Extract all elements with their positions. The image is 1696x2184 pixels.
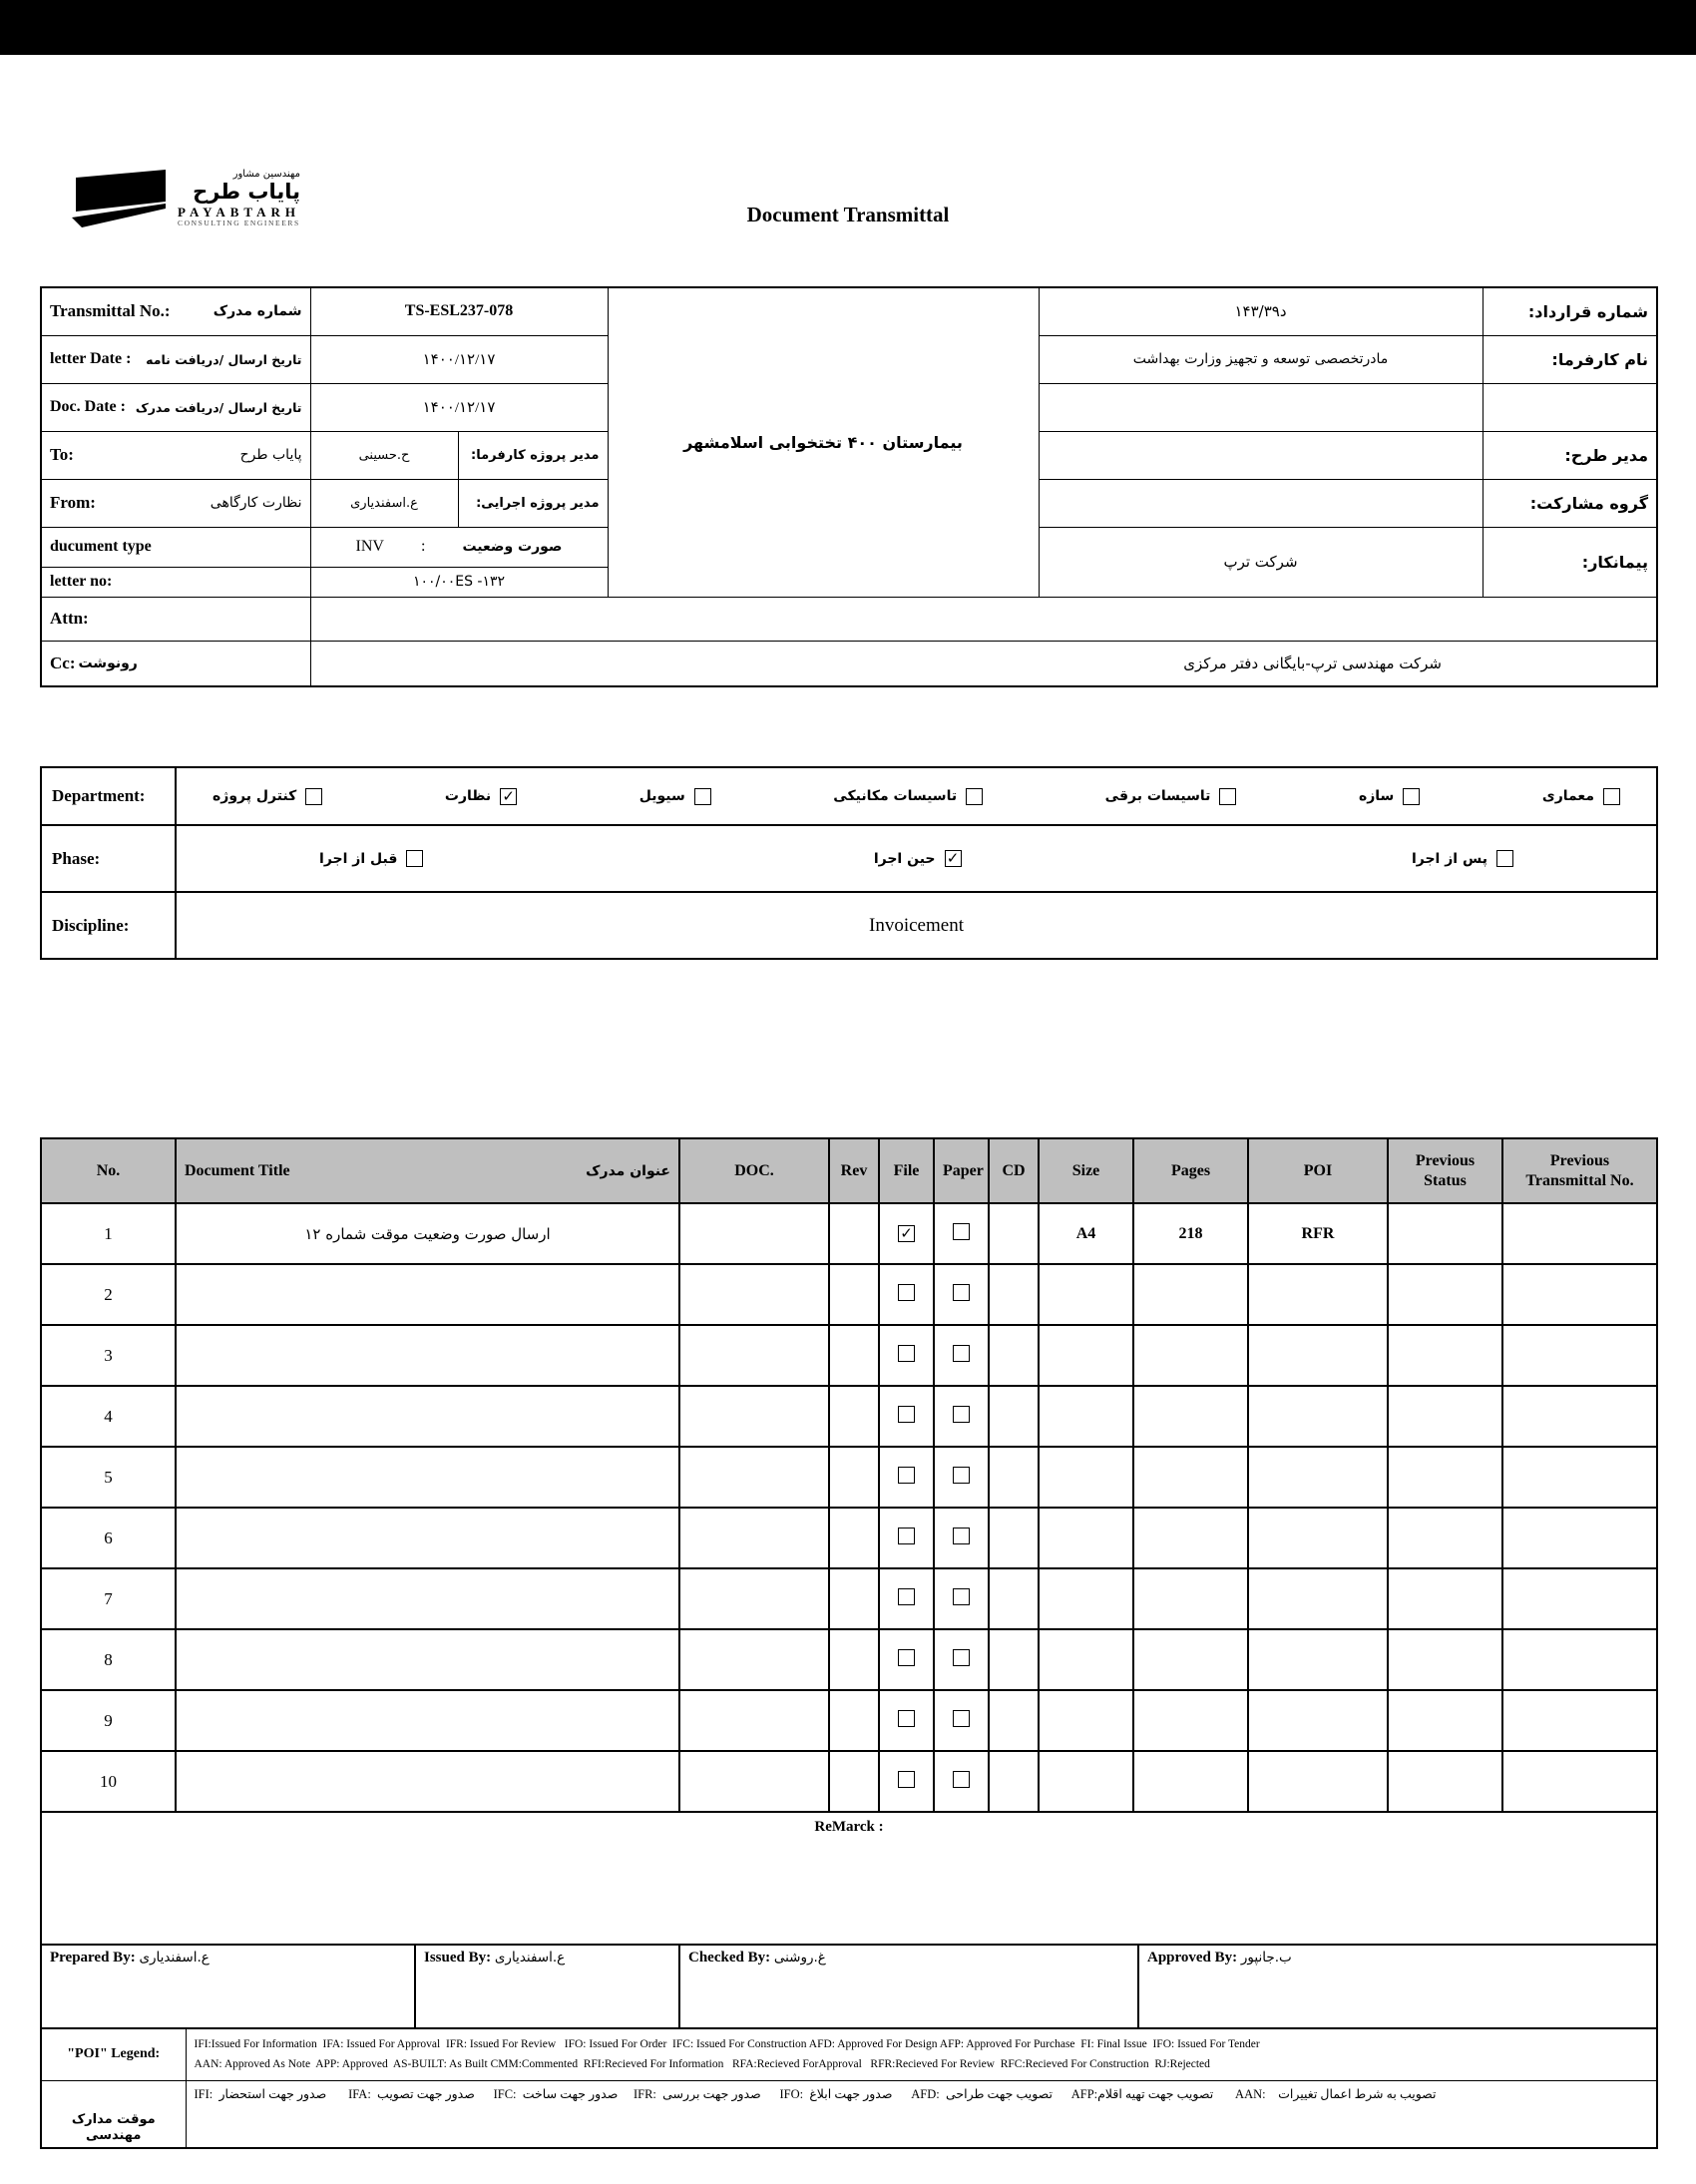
prepared-by-cell: [41, 1945, 415, 2028]
letter-date-cell: [41, 335, 310, 383]
legend-line-2: AAN: Approved As Note APP: Approved AS-BUILT: As Built CMM:Commented RFI:Recieved For Information RFA:Recieved ForApproval RFR:Recieved For Review RFC:Recieved For Construction RJ:Rejected: [194, 2058, 1210, 2071]
discipline-value-cell: [176, 892, 1657, 959]
cell-title: [176, 1690, 679, 1751]
cell-prev-transmittal: [1502, 1325, 1657, 1386]
letter-no-value: ۱۰۰/۰۰ES -۱۳۲: [310, 567, 608, 597]
cc-label-fa: رونوشت: [78, 655, 138, 671]
phase-option-label: پس از اجرا: [1411, 850, 1487, 867]
letter-date-value: ۱۴۰۰/۱۲/۱۷: [310, 335, 608, 383]
cell-title: [176, 1751, 679, 1812]
cell-size: [1039, 1508, 1133, 1568]
cell-paper: [934, 1447, 989, 1508]
phase-option[interactable]: [1412, 850, 1513, 867]
legend-table: [40, 2027, 1658, 2149]
cell-no: 1: [41, 1203, 176, 1264]
cell-prev-status: [1388, 1264, 1502, 1325]
col-prev-transmittal: Previous Transmittal No.: [1502, 1138, 1657, 1203]
letter-no-label: letter no:: [41, 567, 310, 597]
cell-prev-transmittal: [1502, 1447, 1657, 1508]
cc-label-en: Cc:: [50, 653, 76, 672]
cell-cd: [989, 1325, 1039, 1386]
cell-pages: 218: [1133, 1203, 1248, 1264]
department-option[interactable]: [1542, 788, 1620, 805]
phase-option-label: قبل از اجرا: [319, 850, 398, 867]
cell-size: [1039, 1629, 1133, 1690]
discipline-value: Invoicement: [869, 914, 964, 936]
cell-title: [176, 1568, 679, 1629]
cell-pages: [1133, 1264, 1248, 1325]
checked-by-name: غ.روشنی: [773, 1950, 826, 1966]
cell-rev: [829, 1325, 879, 1386]
file-checkbox[interactable]: [898, 1588, 915, 1605]
col-pages: Pages: [1133, 1138, 1248, 1203]
cell-doc: [679, 1508, 829, 1568]
cell-cd: [989, 1447, 1039, 1508]
file-checkbox[interactable]: [898, 1345, 915, 1362]
cell-poi: [1248, 1386, 1388, 1447]
cell-no: 5: [41, 1447, 176, 1508]
department-checkbox[interactable]: [305, 788, 322, 805]
cell-cd: [989, 1690, 1039, 1751]
cell-prev-transmittal: [1502, 1690, 1657, 1751]
cell-poi: RFR: [1248, 1203, 1388, 1264]
logo-subtitle-fa: مهندسین مشاور: [232, 169, 301, 181]
cell-no: 4: [41, 1386, 176, 1447]
cell-paper: [934, 1508, 989, 1568]
letter-date-label-en: letter Date :: [50, 350, 132, 367]
cell-rev: [829, 1203, 879, 1264]
cell-cd: [989, 1629, 1039, 1690]
empty-cell: [1039, 383, 1483, 431]
doc-date-label-en: Doc. Date :: [50, 398, 126, 415]
phase-option-label: حین اجرا: [873, 850, 936, 867]
department-option[interactable]: [1105, 788, 1237, 805]
client-label: نام کارفرما:: [1483, 335, 1657, 383]
doc-date-label-fa: تاریخ ارسال /دریافت مدرک: [135, 399, 302, 415]
department-checkbox[interactable]: [1403, 788, 1420, 805]
cell-prev-transmittal: [1502, 1508, 1657, 1568]
doc-type-label: ducument type: [41, 527, 310, 567]
classification-table: [40, 766, 1658, 960]
discipline-label: Discipline:: [41, 892, 176, 959]
cell-paper: [934, 1690, 989, 1751]
cell-poi: [1248, 1508, 1388, 1568]
cell-pages: [1133, 1751, 1248, 1812]
cell-size: [1039, 1264, 1133, 1325]
col-prev-status: Previous Status: [1388, 1138, 1502, 1203]
logo-brand-fa: پایاب طرح: [193, 179, 301, 204]
cell-file: [879, 1751, 934, 1812]
cell-file: [879, 1325, 934, 1386]
cell-paper: [934, 1264, 989, 1325]
empty-cell: [1039, 479, 1483, 527]
cell-poi: [1248, 1629, 1388, 1690]
cell-rev: [829, 1386, 879, 1447]
cell-size: [1039, 1690, 1133, 1751]
cell-prev-status: [1388, 1690, 1502, 1751]
cell-doc: [679, 1325, 829, 1386]
file-checkbox[interactable]: [898, 1528, 915, 1544]
paper-checkbox[interactable]: [953, 1528, 970, 1544]
department-option-label: تاسیسات مکانیکی: [833, 788, 958, 804]
col-title-fa: عنوان مدرک: [586, 1162, 670, 1179]
issued-by-cell: [415, 1945, 679, 2028]
cell-prev-transmittal: [1502, 1203, 1657, 1264]
doc-date-cell: [41, 383, 310, 431]
col-file: File: [879, 1138, 934, 1203]
paper-checkbox[interactable]: [953, 1345, 970, 1362]
cell-file: [879, 1568, 934, 1629]
cell-cd: [989, 1568, 1039, 1629]
col-title-en: Document Title: [185, 1161, 290, 1179]
department-option[interactable]: [1359, 788, 1420, 805]
cell-title: [176, 1325, 679, 1386]
col-cd: CD: [989, 1138, 1039, 1203]
client-pm-label: مدیر پروژه کارفرما:: [458, 431, 608, 479]
phase-option[interactable]: [319, 850, 423, 867]
file-checkbox[interactable]: [898, 1710, 915, 1727]
cell-size: [1039, 1386, 1133, 1447]
document-row: [41, 1386, 1657, 1447]
cell-size: [1039, 1447, 1133, 1508]
department-option-label: کنترل پروژه: [212, 788, 297, 804]
file-checkbox[interactable]: [898, 1649, 915, 1666]
contract-no-label: شماره قرارداد:: [1483, 287, 1657, 335]
transmittal-no-value: TS-ESL237-078: [310, 287, 608, 335]
legend-english-cell: [186, 2028, 1657, 2080]
department-options-cell: [176, 767, 1657, 825]
to-label: To:: [50, 445, 74, 464]
cell-prev-status: [1388, 1203, 1502, 1264]
contractor-value: شرکت ترپ: [1039, 527, 1483, 597]
approved-by-name: ب.جانپور: [1240, 1950, 1292, 1966]
cell-file: [879, 1508, 934, 1568]
department-option-label: سیویل: [638, 788, 685, 804]
department-label: Department:: [41, 767, 176, 825]
from-cell: [41, 479, 310, 527]
cell-prev-transmittal: [1502, 1629, 1657, 1690]
cell-size: A4: [1039, 1203, 1133, 1264]
col-poi: POI: [1248, 1138, 1388, 1203]
document-table-header-row: [41, 1138, 1657, 1203]
cell-file: [879, 1690, 934, 1751]
cell-cd: [989, 1203, 1039, 1264]
partnership-label: گروه مشارکت:: [1483, 479, 1657, 527]
document-row: [41, 1325, 1657, 1386]
doc-date-value: ۱۴۰۰/۱۲/۱۷: [310, 383, 608, 431]
file-checkbox[interactable]: [898, 1467, 915, 1484]
department-checkbox[interactable]: [1603, 788, 1620, 805]
col-no: No.: [41, 1138, 176, 1203]
cc-cell: [41, 641, 310, 686]
paper-checkbox[interactable]: [953, 1284, 970, 1301]
legend-line-fa: IFI: صدور جهت استحضار IFA: صدور جهت تصویب IFC: صدور جهت ساخت IFR: صدور جهت بررسی IFO: صدور جهت ابلاغ AFD: تصویب جهت طراحی AFP:تصویب جهت تهیه اقلام AAN: تصویب به شرط اعمال تغییرات: [186, 2080, 1657, 2148]
cell-rev: [829, 1264, 879, 1325]
prepared-by-label: Prepared By:: [50, 1950, 136, 1966]
document-row: [41, 1508, 1657, 1568]
department-checkbox[interactable]: [694, 788, 711, 805]
legend-partial-cell: [41, 2080, 186, 2148]
cell-paper: [934, 1751, 989, 1812]
cell-poi: [1248, 1568, 1388, 1629]
cell-prev-status: [1388, 1508, 1502, 1568]
col-rev: Rev: [829, 1138, 879, 1203]
cell-poi: [1248, 1325, 1388, 1386]
cell-paper: [934, 1325, 989, 1386]
cell-prev-status: [1388, 1386, 1502, 1447]
cell-no: 9: [41, 1690, 176, 1751]
phase-options-cell: [176, 825, 1657, 892]
cell-rev: [829, 1508, 879, 1568]
cell-poi: [1248, 1690, 1388, 1751]
cell-paper: [934, 1203, 989, 1264]
logo-brand-en: PAYABTARH: [178, 205, 301, 220]
header-table: [40, 286, 1658, 687]
cell-no: 6: [41, 1508, 176, 1568]
cell-doc: [679, 1751, 829, 1812]
contractor-label: پیمانکار:: [1483, 527, 1657, 597]
phase-option[interactable]: [874, 850, 962, 867]
top-black-bar: [0, 0, 1696, 55]
cell-paper: [934, 1386, 989, 1447]
cell-title: ارسال صورت وضعیت موقت شماره ۱۲: [176, 1203, 679, 1264]
col-paper: Paper: [934, 1138, 989, 1203]
cell-title: [176, 1447, 679, 1508]
cell-title: [176, 1386, 679, 1447]
cell-pages: [1133, 1508, 1248, 1568]
cell-no: 10: [41, 1751, 176, 1812]
cell-prev-transmittal: [1502, 1751, 1657, 1812]
file-checkbox[interactable]: ✓: [898, 1225, 915, 1242]
cell-poi: [1248, 1264, 1388, 1325]
remark-cell: [41, 1812, 1657, 1945]
remark-label: ReMarck :: [814, 1819, 884, 1835]
file-checkbox[interactable]: [898, 1406, 915, 1423]
to-cell: [41, 431, 310, 479]
department-checkbox[interactable]: [966, 788, 983, 805]
cell-size: [1039, 1751, 1133, 1812]
empty-cell: [1039, 431, 1483, 479]
cell-size: [1039, 1568, 1133, 1629]
document-row: [41, 1447, 1657, 1508]
attn-value: [310, 597, 1657, 641]
col-size: Size: [1039, 1138, 1133, 1203]
project-name: بیمارستان ۴۰۰ تختخوابی اسلامشهر: [608, 287, 1039, 597]
cell-prev-transmittal: [1502, 1264, 1657, 1325]
file-checkbox[interactable]: [898, 1771, 915, 1788]
document-row: [41, 1690, 1657, 1751]
exec-pm-label: مدیر پروژه اجرایی:: [458, 479, 608, 527]
cell-prev-status: [1388, 1325, 1502, 1386]
department-checkbox[interactable]: [1219, 788, 1236, 805]
cell-rev: [829, 1629, 879, 1690]
cell-doc: [679, 1629, 829, 1690]
cell-cd: [989, 1751, 1039, 1812]
cell-pages: [1133, 1325, 1248, 1386]
issued-by-label: Issued By:: [424, 1950, 492, 1966]
phase-label: Phase:: [41, 825, 176, 892]
approved-by-label: Approved By:: [1147, 1950, 1238, 1966]
cell-doc: [679, 1447, 829, 1508]
cell-prev-status: [1388, 1568, 1502, 1629]
doc-type-en: INV: [355, 538, 384, 555]
signature-table: [40, 1944, 1658, 2029]
doc-type-separator: :: [421, 538, 426, 555]
logo-tagline-en: CONSULTING ENGINEERS: [178, 218, 300, 227]
page-title: Document Transmittal: [746, 203, 950, 226]
paper-checkbox[interactable]: [953, 1467, 970, 1484]
phase-options: [185, 850, 1648, 867]
cell-file: [879, 1386, 934, 1447]
cell-doc: [679, 1690, 829, 1751]
paper-checkbox[interactable]: [953, 1406, 970, 1423]
from-label: From:: [50, 493, 96, 512]
from-value: نظارت کارگاهی: [210, 495, 302, 511]
cell-rev: [829, 1751, 879, 1812]
cell-title: [176, 1629, 679, 1690]
file-checkbox[interactable]: [898, 1284, 915, 1301]
phase-checkbox[interactable]: [1496, 850, 1513, 867]
cell-rev: [829, 1690, 879, 1751]
cc-value: شرکت مهندسی ترپ-بایگانی دفتر مرکزی: [310, 641, 1657, 686]
to-value: پایاب طرح: [239, 447, 302, 463]
transmittal-no-cell: [41, 287, 310, 335]
empty-cell: [1483, 383, 1657, 431]
cell-prev-status: [1388, 1751, 1502, 1812]
paper-checkbox[interactable]: [953, 1588, 970, 1605]
department-option[interactable]: [833, 788, 983, 805]
exec-pm-value: ع.اسفندیاری: [310, 479, 458, 527]
cell-no: 3: [41, 1325, 176, 1386]
checked-by-cell: [679, 1945, 1138, 2028]
col-doc: DOC.: [679, 1138, 829, 1203]
cell-paper: [934, 1568, 989, 1629]
document-table: [40, 1137, 1658, 1946]
cell-prev-transmittal: [1502, 1386, 1657, 1447]
cell-file: [879, 1264, 934, 1325]
doc-type-fa: صورت وضعیت: [462, 539, 563, 555]
cell-cd: [989, 1508, 1039, 1568]
paper-checkbox[interactable]: [953, 1223, 970, 1240]
transmittal-no-label-en: Transmittal No.:: [50, 301, 171, 321]
document-row: [41, 1568, 1657, 1629]
cell-title: [176, 1508, 679, 1568]
cell-no: 2: [41, 1264, 176, 1325]
col-title: [176, 1138, 679, 1203]
paper-checkbox[interactable]: [953, 1771, 970, 1788]
cell-doc: [679, 1568, 829, 1629]
cell-pages: [1133, 1447, 1248, 1508]
cell-prev-transmittal: [1502, 1568, 1657, 1629]
legend-line-1: IFI:Issued For Information IFA: Issued For Approval IFR: Issued For Review IFO: Issued For Order IFC: Issued For Construction AFD: Approved For Design AFP: Approved For Purchase FI: Final Issue IFO: Issued For Tender: [194, 2038, 1260, 2051]
legend-partial-text: موقت مدارک مهندسی: [71, 2111, 156, 2143]
cell-title: [176, 1264, 679, 1325]
document-row: [41, 1629, 1657, 1690]
cell-doc: [679, 1264, 829, 1325]
document-row: [41, 1203, 1657, 1264]
cell-poi: [1248, 1751, 1388, 1812]
cell-doc: [679, 1386, 829, 1447]
cell-cd: [989, 1386, 1039, 1447]
cell-pages: [1133, 1690, 1248, 1751]
cell-prev-status: [1388, 1447, 1502, 1508]
cell-poi: [1248, 1447, 1388, 1508]
issued-by-name: ع.اسفندیاری: [494, 1950, 566, 1966]
department-option-label: نظارت: [444, 788, 492, 804]
checked-by-label: Checked By:: [688, 1950, 771, 1966]
department-option-label: سازه: [1358, 788, 1395, 804]
cell-no: 7: [41, 1568, 176, 1629]
department-option-label: معماری: [1541, 788, 1594, 804]
department-option[interactable]: [445, 788, 517, 805]
poi-legend-label: "POI" Legend:: [41, 2028, 186, 2080]
letter-date-label-fa: تاریخ ارسال /دریافت نامه: [146, 351, 302, 367]
approved-by-cell: [1138, 1945, 1657, 2028]
phase-checkbox[interactable]: ✓: [945, 850, 962, 867]
cell-paper: [934, 1629, 989, 1690]
design-manager-label: مدیر طرح:: [1483, 431, 1657, 479]
cell-rev: [829, 1447, 879, 1508]
cell-file: [879, 1203, 934, 1264]
cell-rev: [829, 1568, 879, 1629]
contract-no-value: ۱۴۳/۳۹د: [1039, 287, 1483, 335]
cell-pages: [1133, 1568, 1248, 1629]
client-pm-value: ح.حسینی: [310, 431, 458, 479]
document-row: [41, 1264, 1657, 1325]
cell-prev-status: [1388, 1629, 1502, 1690]
client-value: مادرتخصصی توسعه و تجهیز وزارت بهداشت: [1039, 335, 1483, 383]
phase-checkbox[interactable]: [406, 850, 423, 867]
cell-pages: [1133, 1629, 1248, 1690]
department-option[interactable]: [212, 788, 322, 805]
cell-file: [879, 1447, 934, 1508]
cell-doc: [679, 1203, 829, 1264]
department-checkbox[interactable]: ✓: [500, 788, 517, 805]
attn-label: Attn:: [41, 597, 310, 641]
prepared-by-name: ع.اسفندیاری: [139, 1950, 210, 1966]
department-options: [185, 788, 1648, 805]
paper-checkbox[interactable]: [953, 1710, 970, 1727]
cell-pages: [1133, 1386, 1248, 1447]
cell-file: [879, 1629, 934, 1690]
doc-type-value-cell: [310, 527, 608, 567]
paper-checkbox[interactable]: [953, 1649, 970, 1666]
transmittal-no-label-fa: شماره مدرک: [212, 303, 302, 320]
cell-size: [1039, 1325, 1133, 1386]
document-row: [41, 1751, 1657, 1812]
cell-cd: [989, 1264, 1039, 1325]
cell-no: 8: [41, 1629, 176, 1690]
department-option[interactable]: [639, 788, 711, 805]
remark-row: [41, 1812, 1657, 1945]
department-option-label: تاسیسات برقی: [1104, 788, 1211, 804]
